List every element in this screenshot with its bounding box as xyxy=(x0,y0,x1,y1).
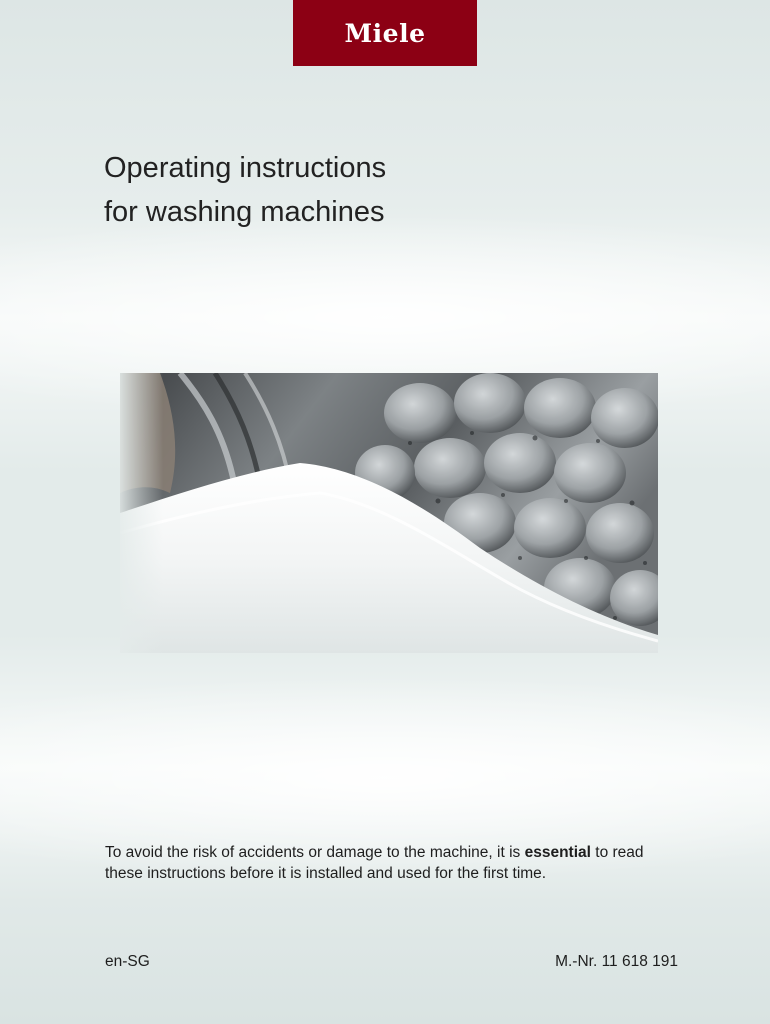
safety-notice-emphasis: essential xyxy=(524,844,591,861)
cover-photo-drum xyxy=(120,373,658,653)
miele-logo: Miele xyxy=(293,0,477,66)
title-line-2: for washing machines xyxy=(104,196,385,228)
safety-notice xyxy=(105,842,685,884)
material-number: M.-Nr. 11 618 191 xyxy=(555,953,678,970)
safety-notice-text-end: to read these instructions before it is installed and used for the first time. xyxy=(105,844,644,882)
title-line-1: Operating instructions xyxy=(104,152,387,184)
safety-notice-text-start: To avoid the risk of accidents or damage to the machine, it is xyxy=(105,844,521,861)
document-title xyxy=(104,146,664,234)
locale-code: en-SG xyxy=(105,953,150,970)
